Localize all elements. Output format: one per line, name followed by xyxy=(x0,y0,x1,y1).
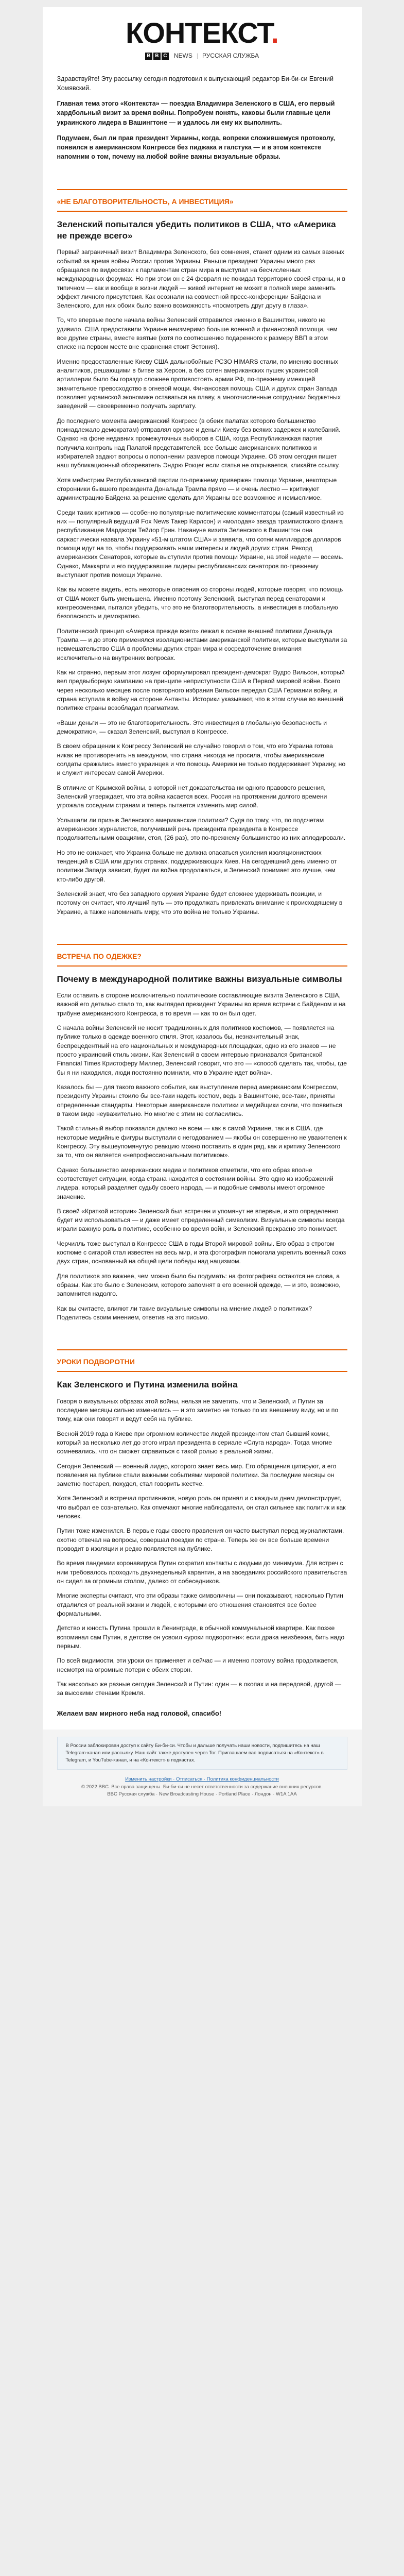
paragraph: Хотя Зеленский и встречал противников, новую роль он принял и с каждым днем демонстрирует, что выбрал ее сознательно. Как отмечают многие наблюдатели, он стал сильнее как политик и как человек. xyxy=(57,1495,346,1520)
paragraph: Зеленский знает, что без западного оружия Украине будет сложнее удерживать позиции, и поэтому он считает, что лучший путь — это продолжать привлекать внимание к происходящему в Украине, а также напоминать миру, что это война не только Украины. xyxy=(57,890,343,916)
section-1-label: «НЕ БЛАГОТВОРИТЕЛЬНОСТЬ, А ИНВЕСТИЦИЯ» xyxy=(57,189,347,212)
section-1 xyxy=(43,177,362,931)
paragraph: С начала войны Зеленский не носит традиционных для политиков костюмов, — появляется на публике только в одежде военного стиля. Этот, казалось бы, незначительный знак, беспрецедентный на его национальных и международных площадках, одно из его знаков — не просто украинский стиль жизни. Как Зеленский в своем интервью признавался британской Financial Times Кристоферу Миллер, Зеленский говорит, что это — «способ сделать так, чтобы, где бы я ни находился, люди постоянно помнили, что в Украине идет война». xyxy=(57,1024,347,1076)
newsletter xyxy=(43,7,362,1806)
paragraph: По всей видимости, эти уроки он применяет и сейчас — и именно поэтому война продолжается, несмотря на огромные потери с обеих сторон. xyxy=(57,1657,339,1673)
paragraph: Сегодня Зеленский — военный лидер, которого знает весь мир. Его обращения цитируют, а его появления на публике стали важными событиями мировой политики. За последние месяцы он заметно постарел, похудел, стал говорить жестче. xyxy=(57,1462,337,1488)
section-1-body xyxy=(57,248,347,917)
paragraph: Такой стильный выбор показался далеко не всем — как в самой Украине, так и в США, где некоторые медийные фигуры выступали с негодованием — якобы он совершенно не уважителен к Конгрессу. Эту вышеупомянутую реакцию можно поставить в один ряд, как и критику Зеленского за то, что он является «непрофессиональным политиком». xyxy=(57,1125,347,1159)
paragraph: Так насколько же разные сегодня Зеленский и Путин: один — в окопах и на передовой, другой — за высокими стенами Кремля. xyxy=(57,1681,342,1697)
footer-links[interactable]: Изменить настройки · Отписаться · Политика конфиденциальности xyxy=(125,1776,279,1783)
paragraph: То, что впервые после начала войны Зеленский отправился именно в Вашингтон, никого не удивило. США предоставили Украине неизмеримо больше военной и финансовой помощи, чем все другие страны, вместе взятые (хотя по соотношению подаренного к размеру ВВП в этом списке на первом месте вне сравнения стоит Эстония). xyxy=(57,316,338,351)
paragraph: В своем обращении к Конгрессу Зеленский не случайно говорил о том, что его Украина готова никак не противоречить на междуном, что страна никогда не просила, чтобы американские солдаты сражались вместо украинцев и что помощь Америки не только поддерживает Украину, но и служит интересам самой Америки. xyxy=(57,742,346,777)
section-2 xyxy=(43,931,362,1337)
paragraph: Казалось бы — для такого важного события, как выступление перед американским Конгрессом, президенту Украины стоило бы все-таки надеть костюм, ведь в Вашингтоне, все-таки, приняты определенные стандарты. Некоторые американские политики и медийщики сочли, что появиться в таком виде неуважительно. Но многие с этим не согласились. xyxy=(57,1083,342,1117)
paragraph: Как ни странно, первым этот лозунг сформулировал президент-демократ Вудро Вильсон, который вел предвыборную кампанию на принципе неприступности США в Первой мировой войне. Всего через несколько месяцев после повторного избрания Вильсон передал США Германии войну, и страна вступила в войну на стороне Антанты. Историки указывают, что в этом случае во внешней политике страны возобладал прагматизм. xyxy=(57,668,345,712)
footer-note: В России заблокирован доступ к сайту Би-би-си. Чтобы и дальше получать наши новости, подпишитесь на наш Telegram-канал или рассылку. Наш сайт также доступен через Tor. Приглашаем вас подписаться на «Контекст» в Telegram, и YouTube-канал, и на «Контекст» в подкастах. xyxy=(57,1737,347,1770)
lead: Главная тема этого «Контекста» — поездка Владимира Зеленского в США, его первый хардбольный визит за время войны. Попробуем понять, каковы были главные цели украинского лидера в Вашингтоне — и удалось ли ему их выполнить. xyxy=(57,100,335,126)
question: Подумаем, был ли прав президент Украины, когда, вопреки сложившемуся протоколу, появился в американском Конгрессе без пиджака и галстука — и в этом контексте напомним о том, почему на любой войне важны визуальные образы. xyxy=(57,134,335,160)
paragraph: Однако большинство американских медиа и политиков отметили, что его образ вполне соответствует ситуации, когда страна находится в состоянии войны. Это одно из изображений лидера, который разделяет судьбу своего народа, — и подобные символы имеют огромное значение. xyxy=(57,1166,333,1200)
address: BBC Русская служба · New Broadcasting House · Portland Place · Лондон · W1A 1AA xyxy=(107,1791,297,1797)
paragraph: Политический принцип «Америка прежде всего» лежал в основе внешней политики Дональда Трампа — и до этого применялся изоляционистами американской политики, которые выступали за невмешательство США в проблемы других стран мира и сосредоточение внимания исключительно на внутренних вопросах. xyxy=(57,627,347,662)
section-1-title: Зеленский попытался убедить политиков в США, что «Америка не прежде всего» xyxy=(57,219,336,241)
paragraph: В своей «Краткой истории» Зеленский был встречен и упомянут не впервые, и это определенно будет им использоваться — и даже имеет определенный символизм. Визуальные символы всегда играли важную роль в политике, особенно во время войн, и Зеленский прекрасно это понимает. xyxy=(57,1207,345,1233)
paragraph: Путин тоже изменился. В первые годы своего правления он часто выступал перед журналистами, охотно отвечал на вопросы, совершал поездки по стране. Теперь же он все больше времени проводит в изоляции и редко появляется на публике. xyxy=(57,1527,344,1553)
section-2-label: ВСТРЕЧА ПО ОДЕЖКЕ? xyxy=(57,944,347,967)
paragraph: Как вы считаете, влияют ли такие визуальные символы на мнение людей о политиках? Поделитесь своим мнением, ответив на это письмо. xyxy=(57,1304,312,1321)
paragraph: Хотя мейнстрим Республиканской партии по-прежнему привержен помощи Украине, некоторые сторонники бывшего президента Дональда Трампа прямо — и очень лестно — критикуют администрацию Байдена за решение сделать для Украины все возможное и немыслимое. xyxy=(57,476,337,502)
closing-wish: Желаем вам мирного неба над головой, спасибо! xyxy=(57,1709,222,1717)
paragraph: Говоря о визуальных образах этой войны, нельзя не заметить, что и Зеленский, и Путин за последние месяцы сильно изменились — и это заметно не только по их внешнему виду, но и по тому, как они говорят и ведут себя на публике. xyxy=(57,1397,339,1423)
paragraph: Первый заграничный визит Владимира Зеленского, без сомнения, станет одним из самых важных событий за время войны России против Украины. Раньше президент Украины много раз обращался по видеосвязи к парламентам стран мира и выступал на бесчисленных международных форумах. Но при этом он с 24 февраля не покидал территорию своей страны, и в типичном — как и вообще в жизни людей — живой интернет не может в полной мере заменить эффект личного присутствия. Как осознали на совместной пресс-конференции Байдена и Зеленского, для них обоих было важно возможность «посмотреть друг другу в глаза». xyxy=(57,248,345,310)
section-3-title: Как Зеленского и Путина изменила война xyxy=(57,1380,238,1390)
paragraph: Детство и юность Путина прошли в Ленинграде, в обычной коммунальной квартире. Как позже вспоминал сам Путин, в детстве он усвоил «уроки подворотни»: если драка неизбежна, бить надо первым. xyxy=(57,1624,345,1650)
section-2-title: Почему в международной политике важны визуальные символы xyxy=(57,974,342,984)
intro xyxy=(43,65,362,177)
paragraph: Именно предоставленные Киеву США дальнобойные РСЗО HIMARS стали, по мнению военных аналитиков, решающими в битве за Херсон, а без сотен американских пушек украинской артиллерии было бы гораздо сложнее противостоять армии РФ, по-прежнему имеющей значительное превосходство в огневой мощи. Финансовая помощь США и других стран Запада позволяет украинской экономике оставаться на плаву, а многочисленные сотрудники бюджетных заведений — своевременно получать зарплату. xyxy=(57,358,341,410)
paragraph: Но это не означает, что Украина больше не должна опасаться усиления изоляционистских тенденций в США или других странах, поддерживающих Киев. На сегодняшний день именно от политики Запада зависит, будет ли война продолжаться, и Зеленский понимает это лучше, чем кто-либо другой. xyxy=(57,849,337,883)
bbc-news-russian: B B C NEWS | РУССКАЯ СЛУЖБА xyxy=(57,52,347,60)
paragraph: До последнего момента американский Конгресс (в обеих палатах которого большинство принадлежало демократам) отправлял оружие и деньги Киеву без всяких задержек и колебаний. Однако на фоне недавних промежуточных выборов в США, когда Республиканская партия получила контроль над Палатой представителей, все больше американских политиков и избирателей задают вопросы о пополнении размеров помощи Украине. Об этом сегодня пишет наш публикационный обозреватель Эндрю Рокцег если статья не открывается, кликайте ссылку. xyxy=(57,417,341,469)
service-label: РУССКАЯ СЛУЖБА xyxy=(202,52,259,59)
greeting: Здравствуйте! Эту рассылку сегодня подготовил к выпускающий редактор Би-би-си Евгений Хомявский. xyxy=(57,75,333,92)
section-3 xyxy=(43,1337,362,1729)
paragraph: «Ваши деньги — это не благотворительность. Это инвестиция в глобальную безопасность и демократию», — сказал Зеленский, выступая в Конгрессе. xyxy=(57,719,327,735)
paragraph: Многие эксперты считают, что эти образы также символичны — они показывают, насколько Путин отдалился от реальной жизни и людей, с которыми его отношения становятся все более формальными. xyxy=(57,1592,343,1618)
header xyxy=(43,7,362,65)
paragraph: Как вы можете видеть, есть некоторые опасения со стороны людей, которые говорят, что помощь от США может быть уменьшена. Именно поэтому Зеленский, выступая перед сенаторами и конгрессменами, пытался убедить, что это не благотворительность, а инвестиция в глобальную безопасность и демократию. xyxy=(57,586,343,620)
paragraph: Во время пандемии коронавируса Путин сократил контакты с людьми до минимума. Для встреч с ним требовалось проходить двухнедельный карантин, а на заседаниях российского правительства он сидел за огромным столом, далеко от собеседников. xyxy=(57,1560,347,1585)
paragraph: Черчилль тоже выступал в Конгрессе США в годы Второй мировой войны. Его образ в строгом костюме с сигарой стал известен на весь мир, и эта фотография помогала укрепить военный союз двух стран, основанный на общей цели победы над нацизмом. xyxy=(57,1240,346,1265)
news-label: NEWS xyxy=(173,52,192,59)
paragraph: Среди таких критиков — особенно популярные политические комментаторы (самый известный из них — популярный ведущий Fox News Такер Карлсон) и «молодая» звезда трампистского фланга республиканцев Марджори Тейлор Грин. Накануне визита Зеленского в Вашингтон она саркастически назвала Украину «51-м штатом США» и заявила, что сотни миллиардов долларов помощи идут на то, чтобы поддерживать наши интересы и людей других стран. Рекорд американских Сенаторов, которые выступили против помощи Украине, на этой неделе — восемь. Однако, Маккарти и его поддержавшие лидеры республиканских сенаторов по-прежнему выступают против помощи Украине. xyxy=(57,509,344,579)
section-3-body xyxy=(57,1397,347,1698)
copyright: © 2022 BBC. Все права защищены. Би-би-си не несет ответственности за содержание внешних ресурсов. xyxy=(81,1784,323,1790)
footer xyxy=(43,1730,362,1807)
section-3-label: УРОКИ ПОДВОРОТНИ xyxy=(57,1349,347,1372)
paragraph: Для политиков это важнее, чем можно было бы подумать: на фотографиях остаются не слова, а образы. Как это было с Зеленским, которого запомнят в его военной одежде, — и это, возможно, запомнится надолго. xyxy=(57,1272,341,1298)
kontekst-logo: КОНТЕКСТ. xyxy=(126,16,278,49)
paragraph: Весной 2019 года в Киеве при огромном количестве людей президентом стал бывший комик, который за несколько лет до этого играл президента в сериале «Слуга народа». Тогда многие сомневались, что он сможет справиться с такой ролью в реальной жизни. xyxy=(57,1430,332,1455)
bbc-logo: B B C xyxy=(145,52,170,60)
section-2-body xyxy=(57,991,347,1323)
paragraph: Если оставить в стороне исключительно политические составляющие визита Зеленского в США, важной его деталью стало то, как выглядел президент Украины во время встречи с Байденом и на трибуне американского Конгресса, в то время — как то он был одет. xyxy=(57,991,346,1017)
paragraph: Услышали ли призыв Зеленского американские политики? Судя по тому, что, по подсчетам американских журналистов, получивший речь президента президента в Конгрессе продолжительными овациями, стоя, (26 раз), это по-прежнему большинство из них аплодировали. xyxy=(57,816,346,842)
paragraph: В отличие от Крымской войны, в которой нет доказательства ни одного правового решения, Зеленский утверждает, что эта война касается всех. Россия на протяжении долгого времени угрожала соседним странам и теперь пытается изменить мир силой. xyxy=(57,784,327,809)
